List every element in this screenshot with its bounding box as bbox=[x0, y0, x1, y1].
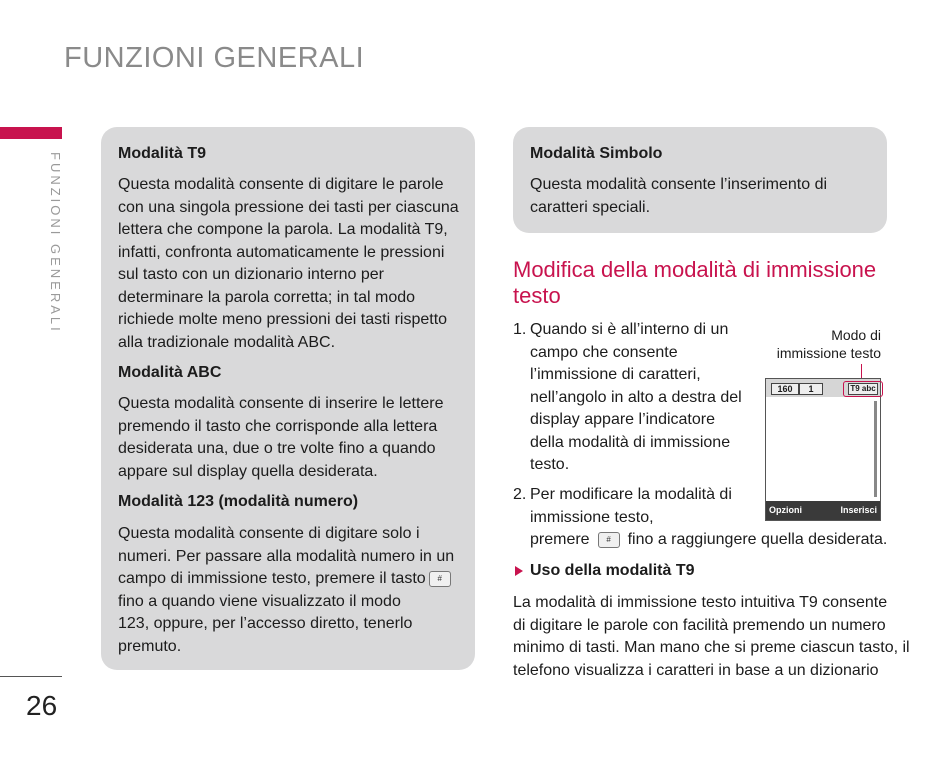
phone-softkey-bar bbox=[766, 501, 880, 520]
side-section-label: FUNZIONI GENERALI bbox=[48, 152, 63, 334]
symbol-mode-title: Modalità Simbolo bbox=[530, 145, 663, 162]
abc-mode-title: Modalità ABC bbox=[118, 364, 222, 381]
t9-mode-text: Questa modalità consente di digitare le parole con una singola pressione dei tasti per ciascuna lettera che compone la parola. La modalità T9, infatti, confronta automaticamente le pressioni sul tasto con un dizionario interno per determinare la parola corretta; in tal modo richiede molte meno pressioni dei tasti rispetto alla tradizionale modalità ABC. bbox=[118, 176, 459, 351]
hash-key-icon: # bbox=[429, 571, 451, 587]
phone-caption: Modo di immissione testo bbox=[776, 327, 881, 361]
number-mode-text: Questa modalità consente di digitare solo i numeri. Per passare alla modalità numero in un campo di immissione testo, premere il tasto # fino a quando viene visualizzato il modo 123, oppure, per l’accesso diretto, tenerlo premuto. bbox=[118, 525, 455, 655]
step-1-number: 1. bbox=[513, 321, 527, 338]
triangle-bullet-icon bbox=[515, 566, 523, 576]
char-counter: 160 bbox=[771, 383, 799, 395]
phone-screen bbox=[765, 378, 881, 521]
accent-bar bbox=[0, 127, 62, 139]
t9-usage-subheading: Uso della modalità T9 bbox=[530, 562, 695, 579]
softkey-insert: Inserisci bbox=[840, 505, 877, 515]
page-header-title: FUNZIONI GENERALI bbox=[64, 42, 365, 74]
page-number: 26 bbox=[26, 690, 58, 721]
hash-key-icon: # bbox=[598, 532, 620, 548]
symbol-mode-text: Questa modalità consente l’inserimento di caratteri speciali. bbox=[530, 176, 828, 216]
number-mode-title: Modalità 123 (modalità numero) bbox=[118, 493, 359, 510]
softkey-options: Opzioni bbox=[769, 505, 802, 515]
abc-mode-text: Questa modalità consente di inserire le lettere premendo il tasto che corrisponde alla lettera desiderata una, due o tre volte fino a quando appare sul display quella desiderata. bbox=[118, 395, 444, 480]
mode-indicator-highlight bbox=[843, 381, 883, 397]
step-1-text: Quando si è all’interno di un campo che consente l’immissione di caratteri, nell’angolo in alto a destra del display appare l’indicatore della modalità di immissione testo. bbox=[530, 321, 742, 473]
section-heading: Modifica della modalità di immissione testo bbox=[513, 257, 877, 308]
page-number-rule bbox=[0, 676, 62, 677]
t9-usage-text: La modalità di immissione testo intuitiva T9 consente di digitare le parole con facilità premendo un numero minimo di tasti. Man mano che si preme ciascun tasto, il telefono visualizza i caratteri in base a un dizionario bbox=[513, 594, 910, 679]
message-counter: 1 bbox=[799, 383, 823, 395]
step-2-number: 2. bbox=[513, 486, 527, 503]
input-mode-indicator: T9 abc bbox=[848, 383, 878, 395]
phone-scrollbar bbox=[874, 401, 877, 497]
step-2-text: Per modificare la modalità di immissione testo, premere # fino a raggiungere quella desiderata. bbox=[530, 486, 888, 548]
t9-mode-title: Modalità T9 bbox=[118, 145, 207, 162]
